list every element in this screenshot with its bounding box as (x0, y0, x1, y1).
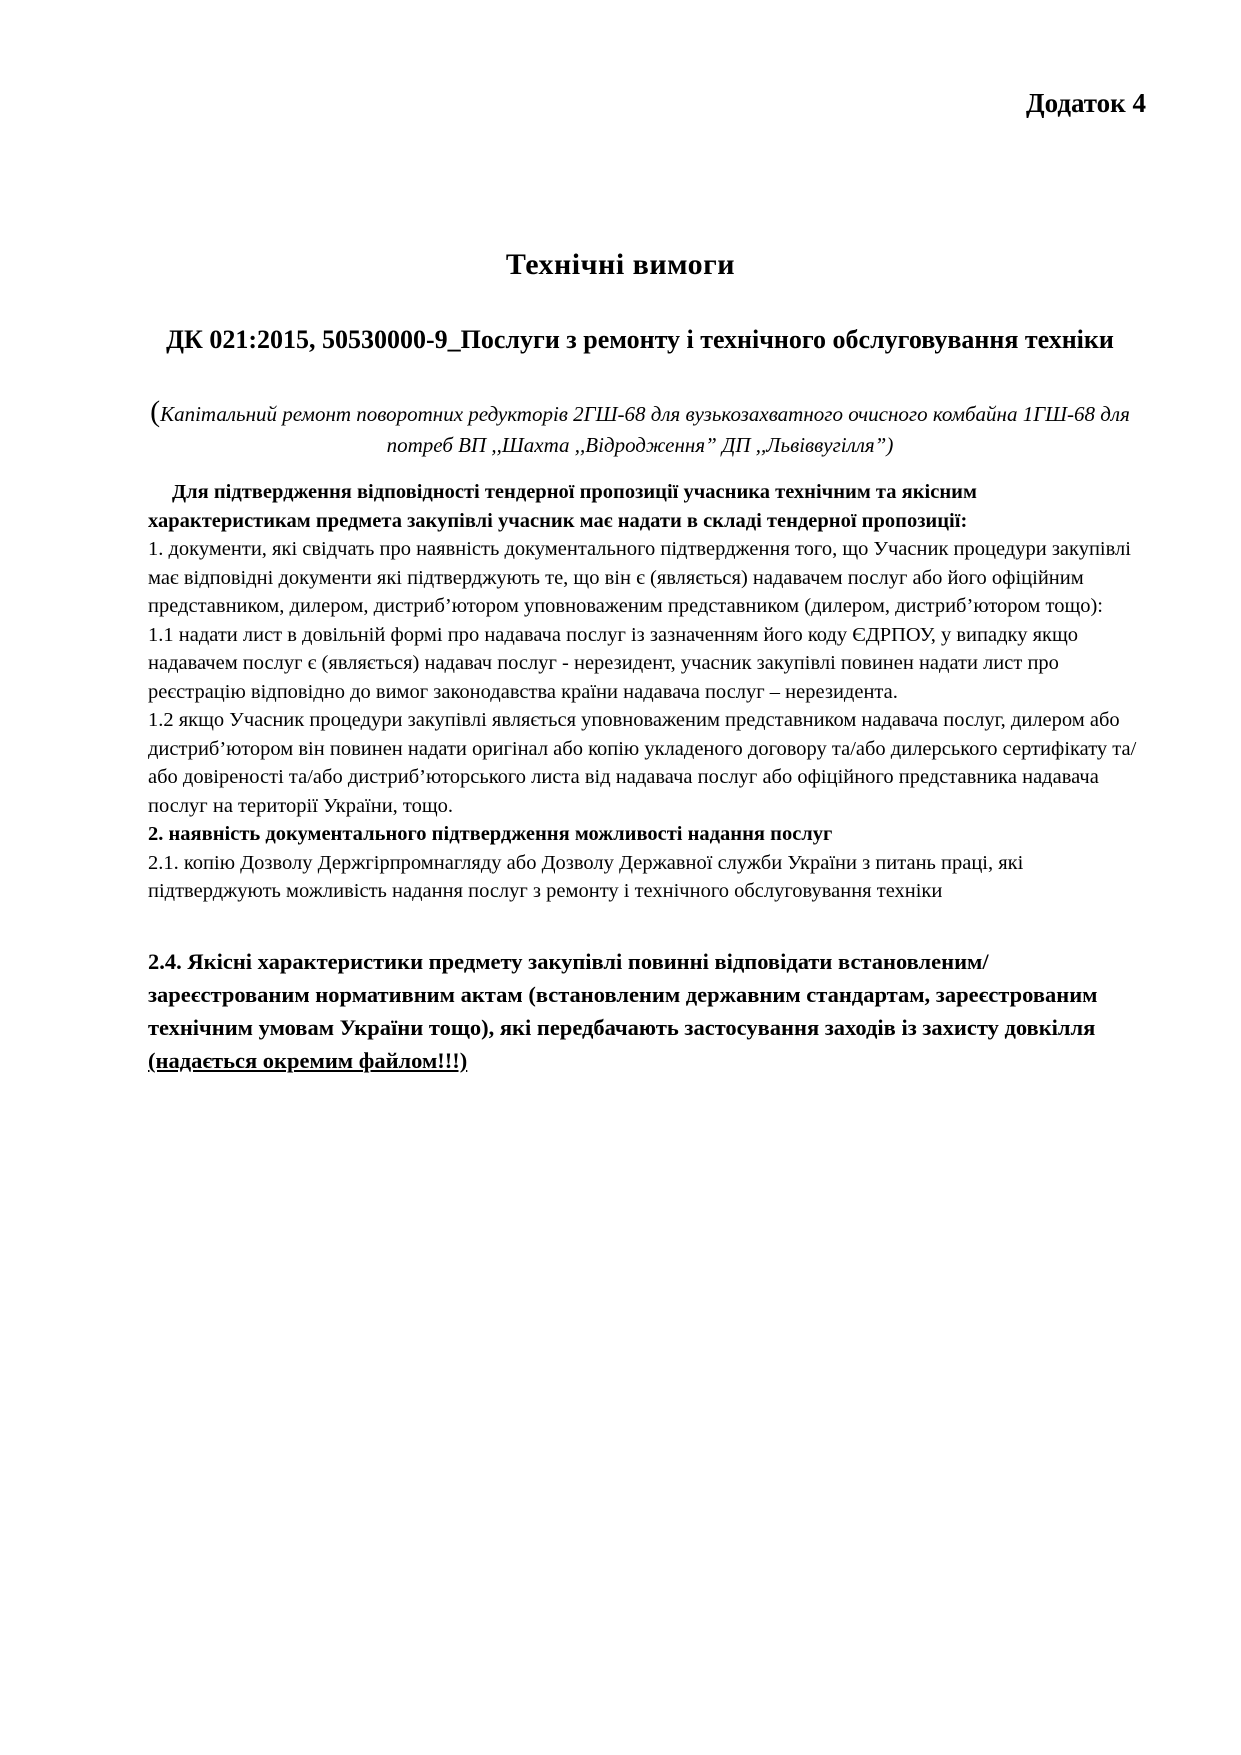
paragraph-2-heading: 2. наявність документального підтвердження можливості надання послуг (148, 823, 833, 845)
procurement-subject: ДК 021:2015, 50530000-9_Послуги з ремонту і технічного обслуговування техніки (166, 325, 1114, 354)
document-title: Технічні вимоги (505, 248, 736, 281)
paragraph-2-1: 2.1. копію Дозволу Держгірпромнагляду або Дозволу Державної служби України з питань праці, які підтверджують можливість надання послуг з ремонту і технічного обслуговування техніки (148, 851, 1024, 902)
intro-paragraph: Для підтвердження відповідності тендерної пропозиції учасника технічним та якісним характеристикам предмета закупівлі учасник має надати в складі тендерної пропозиції: (148, 481, 977, 532)
note-open-paren: ( (150, 395, 161, 428)
appendix-label: Додаток 4 (1026, 88, 1146, 118)
paragraph-1: 1. документи, які свідчать про наявність документального підтвердження того, що Учасник процедури закупівлі має відповідні документи які підтверджують те, що він є (являється) надавачем послуг або його офіційним представником, дилером, дистриб’ютором уповноваженим представником (дилером, дистриб’ютором тощо): (148, 538, 1131, 617)
subject-note (150, 396, 1130, 461)
paragraph-1-1: 1.1 надати лист в довільній формі про надавача послуг із зазначенням його коду ЄДРПОУ, у випадку якщо надавачем послуг є (являється) надавач послуг - нерезидент, учасник закупівлі повинен надати лист про реєстрацію відповідно до вимог законодавства країни надавача послуг – нерезидента. (148, 623, 1078, 703)
separate-file-note: (надається окремим файлом!!!) (148, 1048, 468, 1073)
requirements-body (148, 478, 1140, 906)
note-text: Капітальний ремонт поворотних редукторів 2ГШ-68 для вузькозахватного очисного комбайна 1ГШ-68 для потреб ВП ,,Шахта ,,Відродження” ДП ,,Львіввугілля”) (160, 402, 1130, 457)
paragraph-1-2: 1.2 якщо Учасник процедури закупівлі являється уповноваженим представником надавача послуг, дилером або дистриб’ютором він повинен надати оригінал або копію укладеного договору та/або дилерського сертифікату та/або довіреності та/або дистриб’юторського листа від надавача послуг або офіційного представника надавача послуг на території України, тощо. (148, 709, 1137, 817)
quality-requirements-text: 2.4. Якісні характеристики предмету закупівлі повинні відповідати встановленим/зареєстрованим нормативним актам (встановленим державним стандартам, зареєстрованим технічним умовам України тощо), які передбачають застосування заходів із захисту довкілля (148, 949, 1098, 1040)
quality-requirements-paragraph (148, 945, 1108, 1077)
